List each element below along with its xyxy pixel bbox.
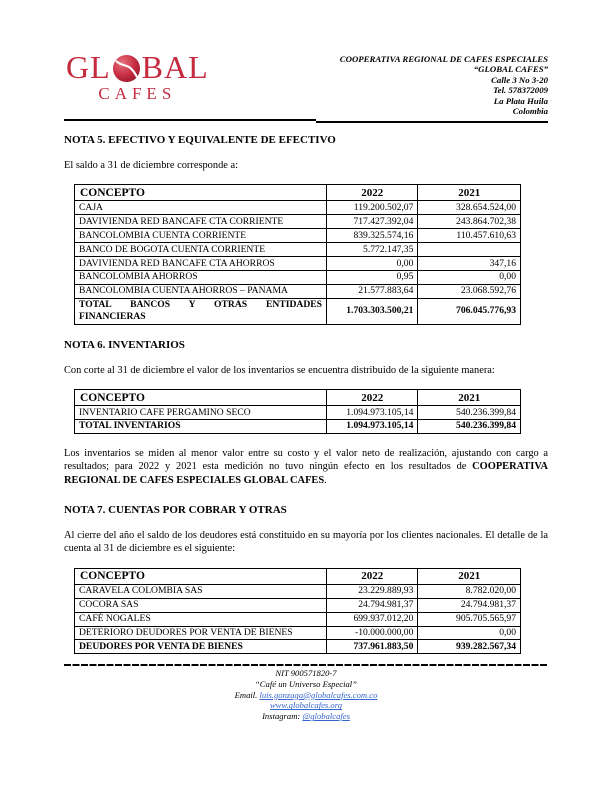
note-5-intro: El saldo a 31 de diciembre corresponde a: (64, 160, 238, 172)
footer-instagram-line (64, 711, 548, 722)
table-cell: 328.654.524,00 (418, 201, 521, 215)
table-row (75, 257, 521, 271)
table-cell: CAJA (75, 201, 327, 215)
website-link[interactable]: www.globalcafes.org (269, 700, 343, 711)
footer-divider (64, 664, 548, 666)
table-cell: 0,00 (418, 626, 521, 640)
table-cell: DEUDORES POR VENTA DE BIENES (75, 640, 327, 654)
logo-subtitle: CAFES (98, 84, 177, 103)
table-cell: 24.794.981,37 (418, 598, 521, 612)
logo-text-start: GL (66, 49, 111, 85)
table-row (75, 215, 521, 229)
table-total-row (75, 419, 521, 433)
company-info-line: “GLOBAL CAFES” (473, 64, 548, 75)
footer-nit: NIT 900571820-7 (275, 668, 337, 679)
table-row (75, 626, 521, 640)
footer-email-line (64, 690, 548, 701)
inventories-table (74, 389, 521, 434)
footer-slogan: “Café un Universo Especial” (255, 678, 357, 689)
company-info-line: Calle 3 No 3-20 (491, 74, 548, 85)
table-header-row (75, 390, 521, 406)
receivables-table (74, 568, 521, 655)
table-cell: 347,16 (418, 257, 521, 271)
note-6-intro: Con corte al 31 de diciembre el valor de los inventarios se encuentra distribuido de la siguiente manera: (64, 364, 495, 376)
table-total-row (75, 640, 521, 654)
table-cell: BANCOLOMBIA CUENTA CORRIENTE (75, 229, 327, 243)
table-header-row (75, 185, 521, 201)
table-cell: 0,00 (326, 257, 417, 271)
table-cell: CAFÉ NOGALES (75, 612, 327, 626)
table-cell: 839.325.574,16 (326, 229, 417, 243)
table-cell: -10.000.000,00 (326, 626, 417, 640)
company-info (340, 50, 548, 116)
table-cell: 8.782.020,00 (418, 584, 521, 598)
table-cell: 540.236.399,84 (418, 406, 521, 420)
table-cell: TOTAL INVENTARIOS (75, 419, 327, 433)
column-header: CONCEPTO (75, 390, 327, 406)
cash-equivalents-table (74, 184, 521, 324)
note-5-title: NOTA 5. EFECTIVO Y EQUIVALENTE DE EFECTIVO (64, 134, 336, 147)
note-6-paragraph-bold: COOPERATIVA REGIONAL DE CAFES ESPECIALES GLOBAL CAFES (64, 461, 548, 486)
table-cell: BANCOLOMBIA CUENTA AHORROS – PANAMA (75, 284, 327, 298)
table-cell: 23.068.592,76 (418, 284, 521, 298)
note-7-title: NOTA 7. CUENTAS POR COBRAR Y OTRAS (64, 504, 287, 517)
table-cell: 737.961.883,50 (326, 640, 417, 654)
table-cell: INVENTARIO CAFE PERGAMINO SECO (75, 406, 327, 420)
coffee-bean-icon (112, 54, 141, 83)
table-row (75, 598, 521, 612)
table-cell (418, 243, 521, 257)
page-header (64, 50, 548, 116)
table-cell: 1.094.973.105,14 (326, 419, 417, 433)
note-6-paragraph-text: Los inventarios se miden al menor valor entre su costo y el valor neto de realización, ajustando con cargo a resultados; para 2022 y 2021 esta medición no tuvo ningún efecto en los resultados de (64, 447, 548, 473)
table-cell: TOTAL BANCOS Y OTRAS ENTIDADES FINANCIERAS (75, 298, 327, 324)
column-header: CONCEPTO (75, 185, 327, 201)
note-6-paragraph-tail: . (324, 474, 327, 486)
table-cell: 110.457.610,63 (418, 229, 521, 243)
table-cell: 540.236.399,84 (418, 419, 521, 433)
table-cell: 5.772.147,35 (326, 243, 417, 257)
table-cell: DAVIVIENDA RED BANCAFE CTA CORRIENTE (75, 215, 327, 229)
table-cell: COCORA SAS (75, 598, 327, 612)
column-header: CONCEPTO (75, 568, 327, 584)
table-cell: 243.864.702,38 (418, 215, 521, 229)
column-header: 2021 (418, 185, 521, 201)
note-7-intro: Al cierre del año el saldo de los deudores está constituido en su mayoría por los clientes nacionales. El detalle de la cuenta al 31 de diciembre es el siguiente: (64, 530, 548, 555)
table-cell: 939.282.567,34 (418, 640, 521, 654)
table-cell: 1.094.973.105,14 (326, 406, 417, 420)
note-6-paragraph (64, 447, 548, 487)
page-footer (64, 664, 548, 722)
table-cell: 23.229.889,93 (326, 584, 417, 598)
table-cell: 699.937.012,20 (326, 612, 417, 626)
table-cell: 21.577.883,64 (326, 284, 417, 298)
footer-website-line (64, 700, 548, 711)
table-cell: 24.794.981,37 (326, 598, 417, 612)
table-cell: 0,00 (418, 270, 521, 284)
table-cell: 1.703.303.500,21 (326, 298, 417, 324)
table-cell: 0,95 (326, 270, 417, 284)
company-info-line: Tel. 578372009 (493, 85, 548, 96)
table-row (75, 612, 521, 626)
column-header: 2021 (418, 568, 521, 584)
email-link[interactable]: luis.gonzaga@globalcafes.com.co (259, 689, 378, 700)
table-cell: DAVIVIENDA RED BANCAFE CTA AHORROS (75, 257, 327, 271)
header-divider (64, 119, 548, 123)
table-cell: 119.200.502,07 (326, 201, 417, 215)
logo-text-end: BAL (141, 49, 209, 85)
table-row (75, 270, 521, 284)
table-cell: BANCOLOMBIA AHORROS (75, 270, 327, 284)
table-row (75, 406, 521, 420)
column-header: 2022 (326, 568, 417, 584)
table-row (75, 584, 521, 598)
table-header-row (75, 568, 521, 584)
table-cell: BANCO DE BOGOTA CUENTA CORRIENTE (75, 243, 327, 257)
footer-email-label: Email. (234, 689, 260, 700)
table-cell: 717.427.392,04 (326, 215, 417, 229)
company-info-line: La Plata Huila (493, 95, 548, 106)
table-total-row (75, 298, 521, 324)
footer-instagram-label: Instagram: (262, 711, 303, 722)
table-cell: 905.705.565,97 (418, 612, 521, 626)
logo-wordmark (66, 50, 209, 84)
note-6-title: NOTA 6. INVENTARIOS (64, 338, 185, 351)
column-header: 2022 (326, 390, 417, 406)
column-header: 2022 (326, 185, 417, 201)
table-row (75, 284, 521, 298)
table-cell: DETERIORO DEUDORES POR VENTA DE BIENES (75, 626, 327, 640)
column-header: 2021 (418, 390, 521, 406)
table-row (75, 201, 521, 215)
company-info-line: Colombia (512, 106, 548, 117)
table-row (75, 243, 521, 257)
company-info-line: COOPERATIVA REGIONAL DE CAFES ESPECIALES (339, 54, 548, 64)
table-row (75, 229, 521, 243)
table-cell: CARAVELA COLOMBIA SAS (75, 584, 327, 598)
instagram-link[interactable]: @globalcafes (302, 711, 350, 722)
table-cell: 706.045.776,93 (418, 298, 521, 324)
company-logo (66, 50, 209, 103)
